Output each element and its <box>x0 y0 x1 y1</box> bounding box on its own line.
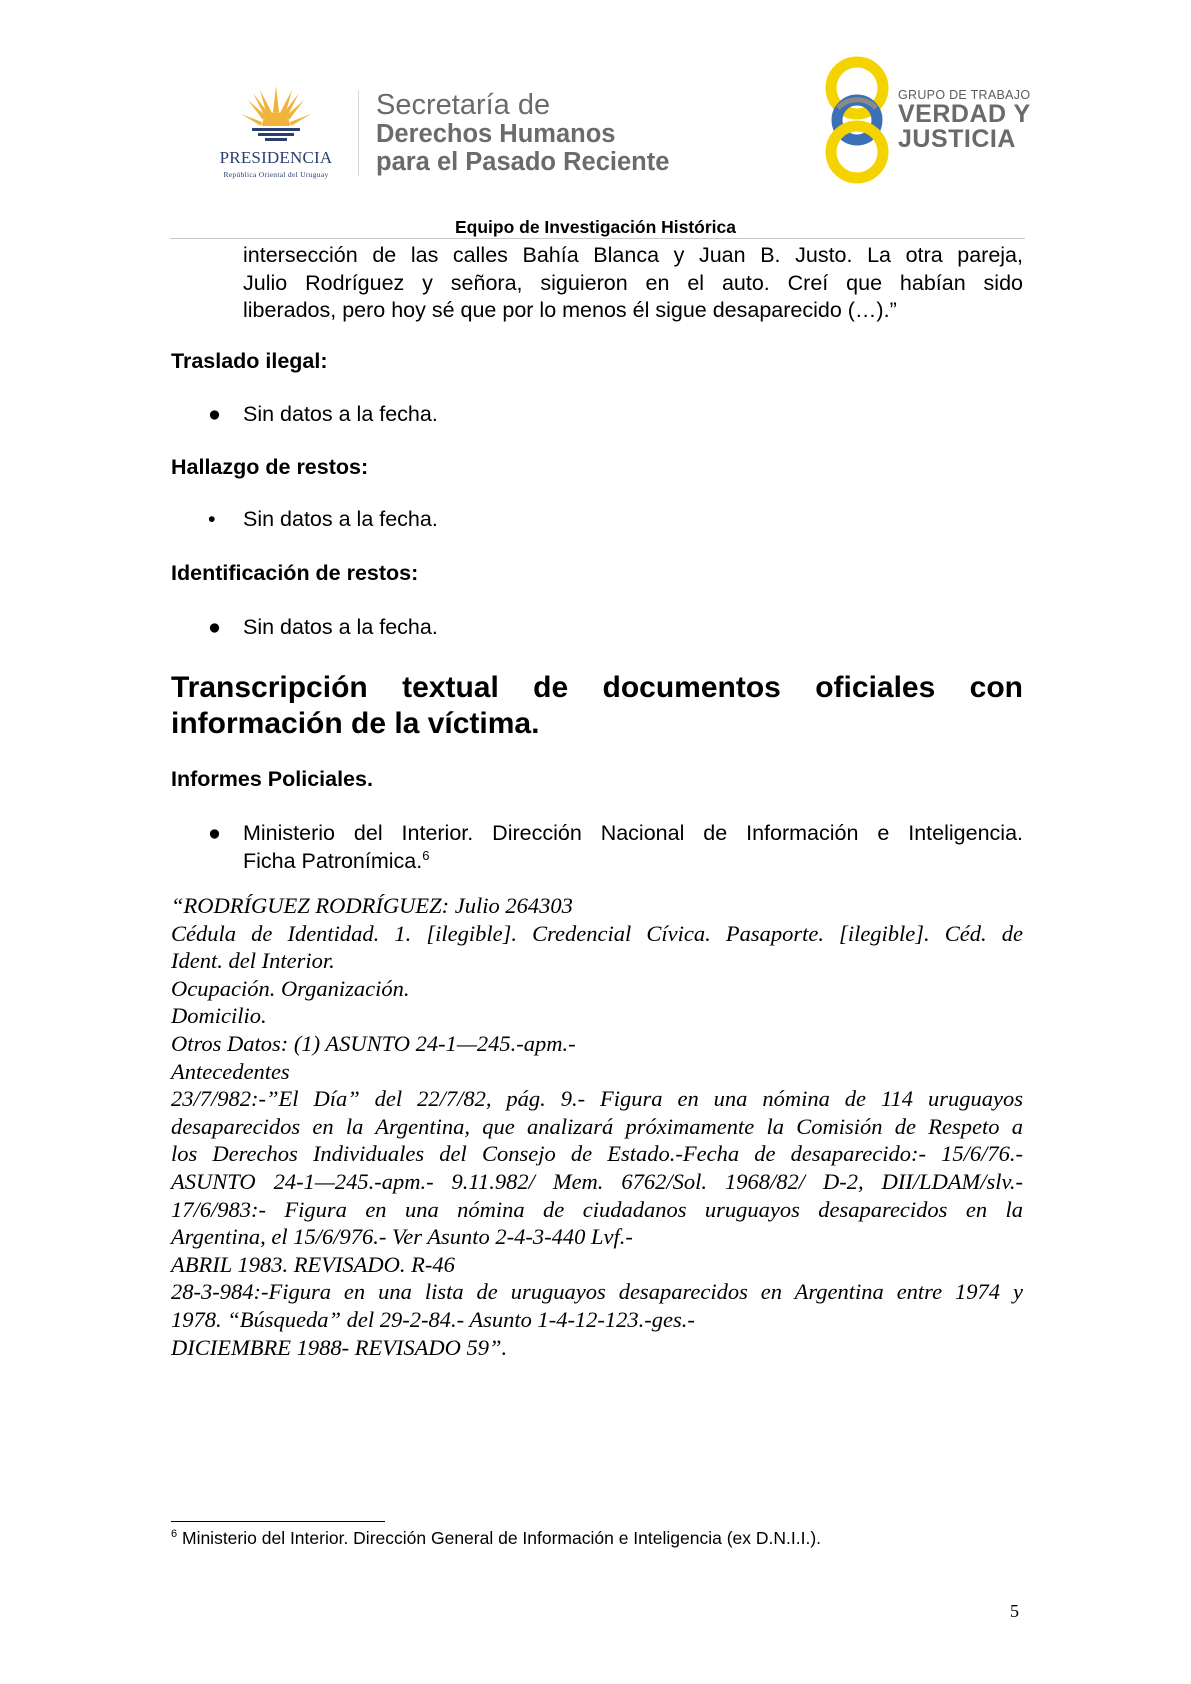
transcripcion-heading-line1: Transcripción textual de documentos oficiales con <box>171 671 1023 704</box>
identificacion-heading: Identificación de restos: <box>171 561 419 585</box>
ficha-line: “RODRÍGUEZ RODRÍGUEZ: Julio 264303 <box>171 893 573 918</box>
justicia-label: JUSTICIA <box>898 125 1016 153</box>
ficha-line: Argentina, el 15/6/976.- Ver Asunto 2-4-3-440 Lvf.- <box>171 1224 633 1250</box>
footnote <box>171 1527 821 1549</box>
bullet-icon: • <box>208 507 216 531</box>
ficha-line: ABRIL 1983. REVISADO. R-46 <box>171 1251 455 1277</box>
secretaria-line3: para el Pasado Reciente <box>376 148 670 176</box>
bullet-icon: ● <box>208 615 221 639</box>
ficha-line: DICIEMBRE 1988- REVISADO 59”. <box>171 1334 508 1360</box>
ficha-line: Cédula de Identidad. 1. [ilegible]. Credencial Cívica. Pasaporte. [ilegible]. Céd. de <box>171 920 1023 946</box>
intro-quote-line2: Julio Rodríguez y señora, siguieron en el auto. Creí que habían sido <box>243 270 1023 295</box>
grupo-trabajo-label: GRUPO DE TRABAJO <box>898 88 1031 102</box>
ficha-line: Domicilio. <box>171 1003 267 1029</box>
hallazgo-heading: Hallazgo de restos: <box>171 455 369 479</box>
ficha-patronimica-transcription <box>171 892 1023 1361</box>
sun-emblem-icon <box>238 82 314 148</box>
verdad-justicia-text <box>898 88 1031 152</box>
presidencia-logo <box>196 82 356 182</box>
bullet-icon: ● <box>208 402 221 426</box>
team-title: Equipo de Investigación Histórica <box>454 217 737 237</box>
ficha-line: 23/7/982:-”El Día” del 22/7/82, pág. 9.- Figura en una nómina de 114 uruguayos <box>171 1086 1023 1112</box>
ficha-line: 17/6/983:- Figura en una nómina de ciudadanos uruguayos desaparecidos en la <box>171 1196 1023 1222</box>
identificacion-bullet-text: Sin datos a la fecha. <box>243 615 438 639</box>
ficha-line: los Derechos Individuales del Consejo de Estado.-Fecha de desaparecido:- 15/6/76.- <box>171 1141 1023 1167</box>
secretaria-line1: Secretaría de <box>376 89 551 121</box>
traslado-bullet-text: Sin datos a la fecha. <box>243 402 438 426</box>
hallazgo-bullet-text: Sin datos a la fecha. <box>243 507 438 531</box>
ficha-line: Antecedentes <box>171 1058 290 1084</box>
secretaria-line2: Derechos Humanos <box>376 120 616 148</box>
page-number: 5 <box>1010 1601 1019 1621</box>
ficha-line: Ocupación. Organización. <box>171 975 410 1001</box>
ficha-line: ASUNTO 24-1—245.-apm.- 9.11.982/ Mem. 6762/Sol. 1968/82/ D-2, DII/LDAM/slv.- <box>171 1168 1023 1194</box>
intro-quote-line1: intersección de las calles Bahía Blanca y Juan B. Justo. La otra pareja, <box>243 243 1023 267</box>
presidencia-subtitle: República Oriental del Uruguay <box>223 170 329 179</box>
ficha-line: Ident. del Interior. <box>171 948 335 974</box>
presidencia-name: PRESIDENCIA <box>219 148 333 167</box>
verdad-justicia-rings-icon <box>820 56 894 184</box>
footnote-number: 6 <box>171 1528 178 1541</box>
page-header <box>0 0 1191 237</box>
footnote-ref: 6 <box>422 847 430 863</box>
ficha-line: desaparecidos en la Argentina, que analizará próximamente la Comisión de Respeto a <box>171 1113 1023 1139</box>
ministerio-line1: Ministerio del Interior. Dirección Nacional de Información e Inteligencia. <box>243 821 1023 845</box>
footnote-rule <box>171 1521 385 1522</box>
intro-quote-line3: liberados, pero hoy sé que por lo menos él sigue desaparecido (…).” <box>243 298 897 322</box>
verdad-label: VERDAD Y <box>898 100 1031 128</box>
traslado-heading: Traslado ilegal: <box>171 349 328 373</box>
logo-divider <box>358 90 359 176</box>
header-rule <box>170 238 1025 239</box>
transcripcion-heading <box>171 670 1023 742</box>
ficha-line: 1978. “Búsqueda” del 29-2-84.- Asunto 1-4-12-123.-ges.- <box>171 1306 695 1332</box>
secretaria-logo-text <box>376 90 669 176</box>
ficha-line: Otros Datos: (1) ASUNTO 24-1—245.-apm.- <box>171 1030 576 1056</box>
informes-heading: Informes Policiales. <box>171 767 373 791</box>
bullet-icon: ● <box>208 821 221 845</box>
transcripcion-heading-line2: información de la víctima. <box>171 707 540 740</box>
ministerio-bullet-text <box>243 820 1023 875</box>
ficha-line: 28-3-984:-Figura en una lista de uruguayos desaparecidos en Argentina entre 1974 y <box>171 1279 1023 1305</box>
intro-quote <box>243 242 1023 325</box>
ministerio-line2: Ficha Patronímica. <box>243 848 423 873</box>
footnote-text: Ministerio del Interior. Dirección General de Información e Inteligencia (ex D.N.I.I.). <box>177 1528 822 1548</box>
